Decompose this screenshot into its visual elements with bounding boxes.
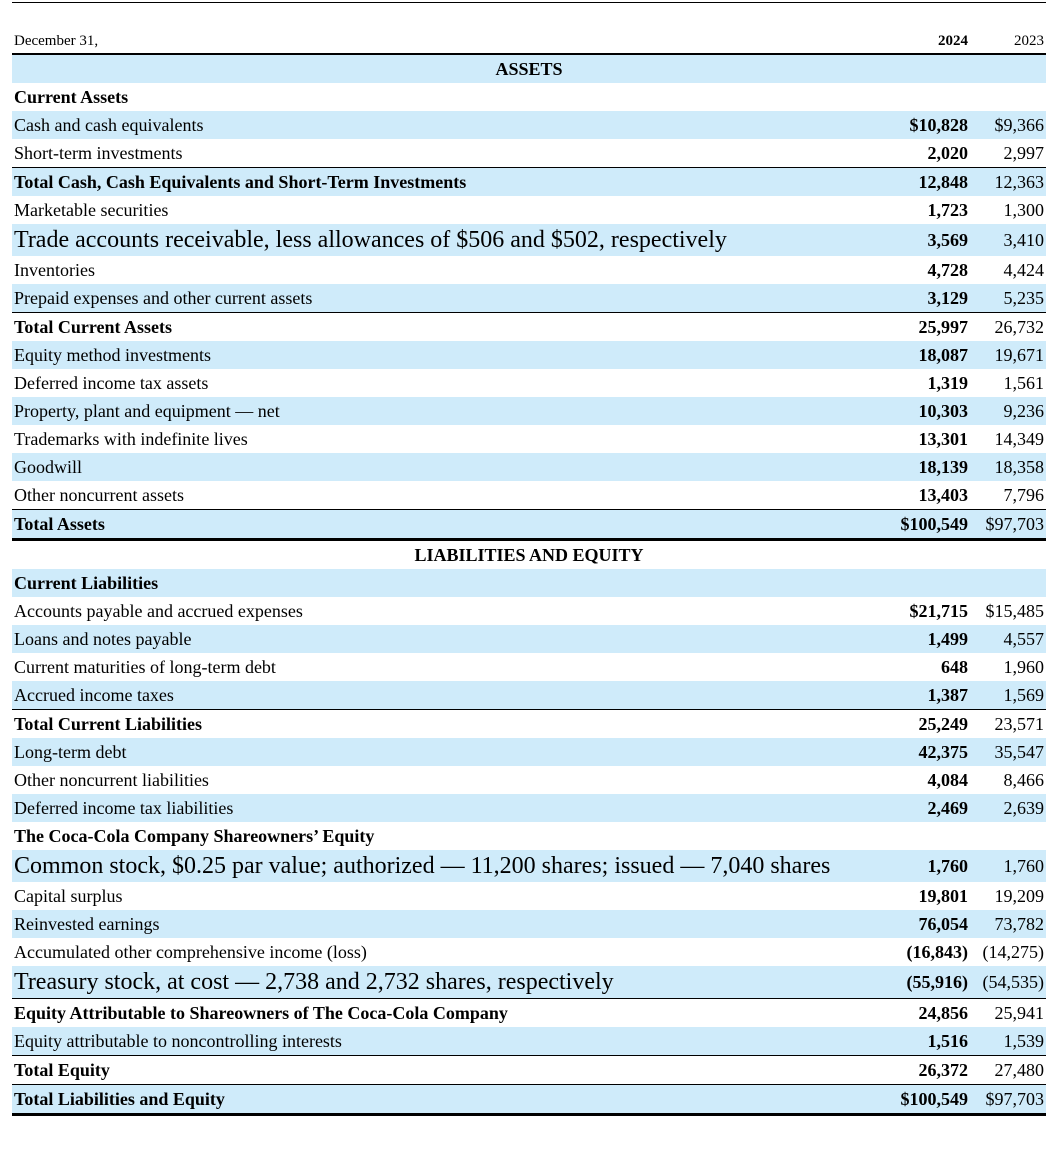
value-2024: 25,997 (886, 313, 970, 342)
value-2023: 19,209 (994, 886, 1044, 906)
value-2024: 76,054 (886, 910, 970, 938)
value-2024: 1,516 (886, 1027, 970, 1056)
row-label: Current maturities of long-term debt (14, 657, 276, 677)
value-2024: 3,129 (886, 284, 970, 313)
liabilities-heading-row (12, 540, 1046, 570)
value-2023 (970, 569, 1046, 597)
year-2023-header: 2023 (970, 26, 1046, 54)
value-2024: $21,715 (909, 601, 968, 621)
table-row (12, 196, 1046, 224)
value-2023: 1,539 (970, 1027, 1046, 1056)
value-2023: 73,782 (970, 910, 1046, 938)
date-label: December 31, (12, 26, 886, 54)
value-2023 (970, 822, 1046, 850)
table-row (12, 710, 1046, 739)
value-2024: $100,549 (886, 510, 970, 540)
table-row (12, 882, 1046, 910)
value-2023: (14,275) (982, 942, 1044, 962)
row-label: Accounts payable and accrued expenses (14, 601, 303, 621)
value-2024: 42,375 (886, 738, 970, 766)
value-2024: 4,084 (927, 770, 968, 790)
value-2023: 2,997 (1003, 143, 1044, 163)
value-2024: $100,549 (886, 1085, 970, 1115)
row-label: Deferred income tax assets (14, 373, 209, 393)
value-2023: $15,485 (985, 601, 1044, 621)
row-label: The Coca-Cola Company Shareowners’ Equity (14, 826, 375, 846)
value-2023: 5,235 (970, 284, 1046, 313)
table-row (12, 1056, 1046, 1085)
row-label: Common stock, $0.25 par value; authorized — 11,200 shares; issued — 7,040 shares (12, 850, 886, 882)
table-row (12, 938, 1046, 966)
value-2024: 10,303 (886, 397, 970, 425)
value-2023: 12,363 (970, 168, 1046, 197)
value-2024: 1,723 (927, 200, 968, 220)
row-label: Total Cash, Cash Equivalents and Short-Term Investments (12, 168, 886, 197)
value-2023: 14,349 (994, 429, 1044, 449)
value-2023: (54,535) (970, 966, 1046, 999)
row-label: Reinvested earnings (12, 910, 886, 938)
row-label: Other noncurrent assets (14, 485, 184, 505)
value-2024: 18,139 (886, 453, 970, 481)
value-2023: 8,466 (1003, 770, 1044, 790)
assets-heading-row (12, 54, 1046, 83)
table-row (12, 569, 1046, 597)
row-label: Current Assets (14, 87, 129, 107)
value-2023: 1,569 (970, 681, 1046, 710)
value-2024: 1,387 (886, 681, 970, 710)
value-2023: $97,703 (970, 510, 1046, 540)
value-2023: 25,941 (970, 999, 1046, 1028)
value-2024: 3,569 (886, 224, 970, 256)
value-2024: $10,828 (886, 111, 970, 139)
column-header-row (12, 26, 1046, 54)
value-2024: 4,728 (927, 260, 968, 280)
row-label: Equity method investments (12, 341, 886, 369)
row-label: Prepaid expenses and other current assets (12, 284, 886, 313)
table-row (12, 766, 1046, 794)
row-label: Trademarks with indefinite lives (14, 429, 248, 449)
table-row (12, 453, 1046, 481)
value-2024: 13,301 (918, 429, 968, 449)
row-label: Marketable securities (14, 200, 169, 220)
value-2024: 26,372 (886, 1056, 970, 1085)
row-label: Equity attributable to noncontrolling interests (12, 1027, 886, 1056)
value-2023: 2,639 (970, 794, 1046, 822)
value-2023: 1,960 (1003, 657, 1044, 677)
row-label: Short-term investments (14, 143, 183, 163)
value-2024: 13,403 (918, 485, 968, 505)
value-2023: 7,796 (1003, 485, 1044, 505)
table-row (12, 369, 1046, 397)
table-row (12, 224, 1046, 256)
value-2024: 12,848 (886, 168, 970, 197)
row-label: Cash and cash equivalents (12, 111, 886, 139)
row-label: Total Current Assets (12, 313, 886, 342)
table-row (12, 794, 1046, 822)
value-2024 (886, 83, 970, 111)
table-row (12, 111, 1046, 139)
row-label: Capital surplus (14, 886, 123, 906)
table-row (12, 83, 1046, 111)
value-2024: 24,856 (886, 999, 970, 1028)
row-label: Current Liabilities (12, 569, 886, 597)
table-row (12, 256, 1046, 284)
row-label: Long-term debt (12, 738, 886, 766)
value-2024: 25,249 (886, 710, 970, 739)
value-2023: 18,358 (970, 453, 1046, 481)
table-row (12, 481, 1046, 510)
value-2023: 35,547 (970, 738, 1046, 766)
value-2024: 19,801 (918, 886, 968, 906)
table-row (12, 425, 1046, 453)
row-label: Treasury stock, at cost — 2,738 and 2,732 shares, respectively (12, 966, 886, 999)
row-label: Trade accounts receivable, less allowances of $506 and $502, respectively (12, 224, 886, 256)
value-2024: 2,469 (886, 794, 970, 822)
value-2023: 26,732 (970, 313, 1046, 342)
row-label: Equity Attributable to Shareowners of The Coca-Cola Company (12, 999, 886, 1028)
value-2023 (970, 83, 1046, 111)
table-row (12, 597, 1046, 625)
value-2024: 18,087 (886, 341, 970, 369)
value-2023: 27,480 (970, 1056, 1046, 1085)
row-label: Deferred income tax liabilities (12, 794, 886, 822)
year-2024-header: 2024 (886, 26, 970, 54)
table-row (12, 822, 1046, 850)
table-row (12, 653, 1046, 681)
row-label: Loans and notes payable (12, 625, 886, 653)
value-2024: 648 (941, 657, 968, 677)
table-row (12, 341, 1046, 369)
table-row (12, 284, 1046, 313)
value-2023: $9,366 (970, 111, 1046, 139)
row-label: Inventories (14, 260, 95, 280)
table-row (12, 910, 1046, 938)
value-2023: 4,557 (970, 625, 1046, 653)
value-2023: 19,671 (970, 341, 1046, 369)
table-row (12, 966, 1046, 999)
value-2024: 2,020 (927, 143, 968, 163)
value-2023: 1,561 (1003, 373, 1044, 393)
row-label: Property, plant and equipment — net (12, 397, 886, 425)
value-2023: 1,760 (970, 850, 1046, 882)
table-row (12, 139, 1046, 168)
table-row (12, 625, 1046, 653)
table-row (12, 1027, 1046, 1056)
value-2023: 23,571 (970, 710, 1046, 739)
top-rule (12, 2, 1046, 3)
row-label: Accrued income taxes (12, 681, 886, 710)
liabilities-heading: LIABILITIES AND EQUITY (414, 545, 644, 565)
value-2023: 4,424 (1003, 260, 1044, 280)
row-label: Total Liabilities and Equity (12, 1085, 886, 1115)
value-2024: (16,843) (906, 942, 968, 962)
row-label: Accumulated other comprehensive income (loss) (14, 942, 367, 962)
table-row (12, 397, 1046, 425)
value-2023: 9,236 (970, 397, 1046, 425)
table-row (12, 510, 1046, 540)
table-row (12, 1085, 1046, 1115)
table-row (12, 168, 1046, 197)
row-label: Total Assets (12, 510, 886, 540)
table-row (12, 681, 1046, 710)
row-label: Total Current Liabilities (12, 710, 886, 739)
value-2024: 1,760 (886, 850, 970, 882)
balance-sheet-table (12, 26, 1046, 1116)
value-2024: (55,916) (886, 966, 970, 999)
value-2024: 1,499 (886, 625, 970, 653)
table-row (12, 999, 1046, 1028)
row-label: Other noncurrent liabilities (14, 770, 209, 790)
value-2024 (886, 569, 970, 597)
table-row (12, 313, 1046, 342)
value-2023: $97,703 (970, 1085, 1046, 1115)
value-2024: 1,319 (927, 373, 968, 393)
value-2023: 3,410 (970, 224, 1046, 256)
row-label: Goodwill (12, 453, 886, 481)
table-row (12, 738, 1046, 766)
value-2024 (886, 822, 970, 850)
row-label: Total Equity (12, 1056, 886, 1085)
assets-heading: ASSETS (12, 54, 1046, 83)
table-row (12, 850, 1046, 882)
value-2023: 1,300 (1003, 200, 1044, 220)
